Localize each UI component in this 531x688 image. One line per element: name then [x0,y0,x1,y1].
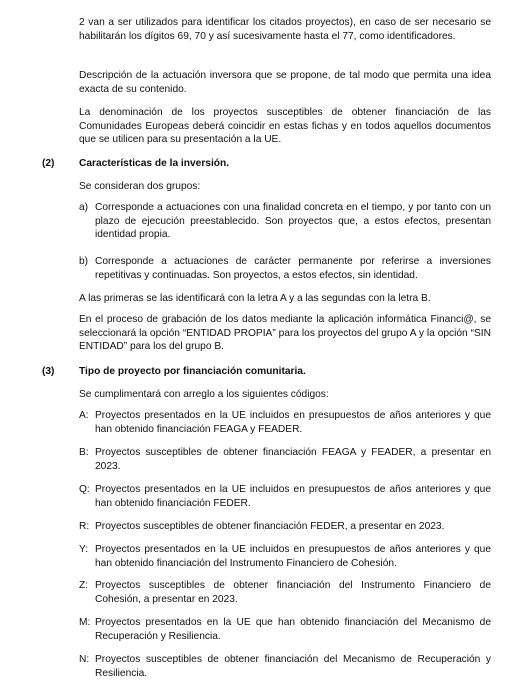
code-marker: Q: [79,484,90,495]
code-marker: Y: [79,544,89,555]
intro-paragraph-identifiers: 2 van a ser utilizados para identificar los citados proyectos), en caso de ser necesario se habilitarán los dígitos 69, 70 y así sucesivamente hasta el 77, como identificadores. [79,17,491,42]
section-2-lead: Se consideran dos grupos: [79,181,201,192]
code-marker: Z: [79,580,89,591]
code-text: Proyectos susceptibles de obtener financiación del Instrumento Financiero de Cohesión, a presentar en 2023. [95,580,491,605]
code-marker: B: [79,447,89,458]
section-3-number: (3) [42,366,55,377]
list-item-text: Corresponde a actuaciones de carácter permanente por referirse a inversiones repetitivas y continuadas. Son proyectos, a estos efectos, sin identidad. [95,256,491,281]
code-item-n [79,653,491,680]
code-item-m [79,616,491,643]
code-marker: M: [79,617,91,628]
code-text: Proyectos susceptibles de obtener financiación del Mecanismo de Recuperación y Resiliencia. [95,654,491,679]
section-2-letters-paragraph: A las primeras se las identificará con la letra A y a las segundas con la letra B. [79,293,431,304]
code-marker: A: [79,410,89,421]
code-text: Proyectos presentados en la UE incluidos en presupuestos de años anteriores y que han obtenido financiación del Instrumento Financiero de Cohesión. [95,544,491,569]
intro-paragraph-description: Descripción de la actuación inversora que se propone, de tal modo que permita una idea exacta de su contenido. [79,70,491,95]
code-text: Proyectos susceptibles de obtener financiación FEDER, a presentar en 2023. [95,521,445,532]
list-item-b [79,255,491,282]
section-2-number: (2) [42,158,55,169]
code-text: Proyectos presentados en la UE que han obtenido financiación del Mecanismo de Recuperación y Resiliencia. [95,617,491,642]
code-marker: N: [79,654,90,665]
section-2-title: Características de la inversión. [79,158,230,169]
list-item-a [79,201,491,242]
section-3-title: Tipo de proyecto por financiación comunitaria. [79,366,306,377]
list-item-text: Corresponde a actuaciones con una finalidad concreta en el tiempo, y por tanto con un plazo de ejecución preestablecido. Son proyectos que, a estos efectos, presentan identidad propia. [95,202,491,241]
code-item-q [79,483,491,510]
list-item-marker: b) [79,256,89,267]
code-item-r [79,520,491,534]
code-text: Proyectos presentados en la UE incluidos en presupuestos de años anteriores y que han obtenido financiación FEDER. [95,484,491,509]
code-item-a [79,409,491,436]
list-item-marker: a) [79,202,89,213]
code-item-b [79,446,491,473]
code-item-y [79,543,491,570]
intro-paragraph-denomination: La denominación de los proyectos susceptibles de obtener financiación de las Comunidades Europeas deberá coincidir en estas fichas y en todos aquellos documentos que se utilicen para su presentación a la UE. [79,107,491,146]
code-item-z [79,579,491,606]
section-2-application-paragraph: En el proceso de grabación de los datos mediante la aplicación informática Financi@, se seleccionará la opción “ENTIDAD PROPIA” para los proyectos del grupo A y la opción “SIN ENTIDAD” para los del grupo B. [79,314,491,353]
code-text: Proyectos susceptibles de obtener financiación FEAGA y FEADER, a presentar en 2023. [95,447,491,472]
code-text: Proyectos presentados en la UE incluidos en presupuestos de años anteriores y que han obtenido financiación FEAGA y FEADER. [95,410,491,435]
code-marker: R: [79,521,90,532]
section-3-lead: Se cumplimentará con arreglo a los siguientes códigos: [79,389,329,400]
